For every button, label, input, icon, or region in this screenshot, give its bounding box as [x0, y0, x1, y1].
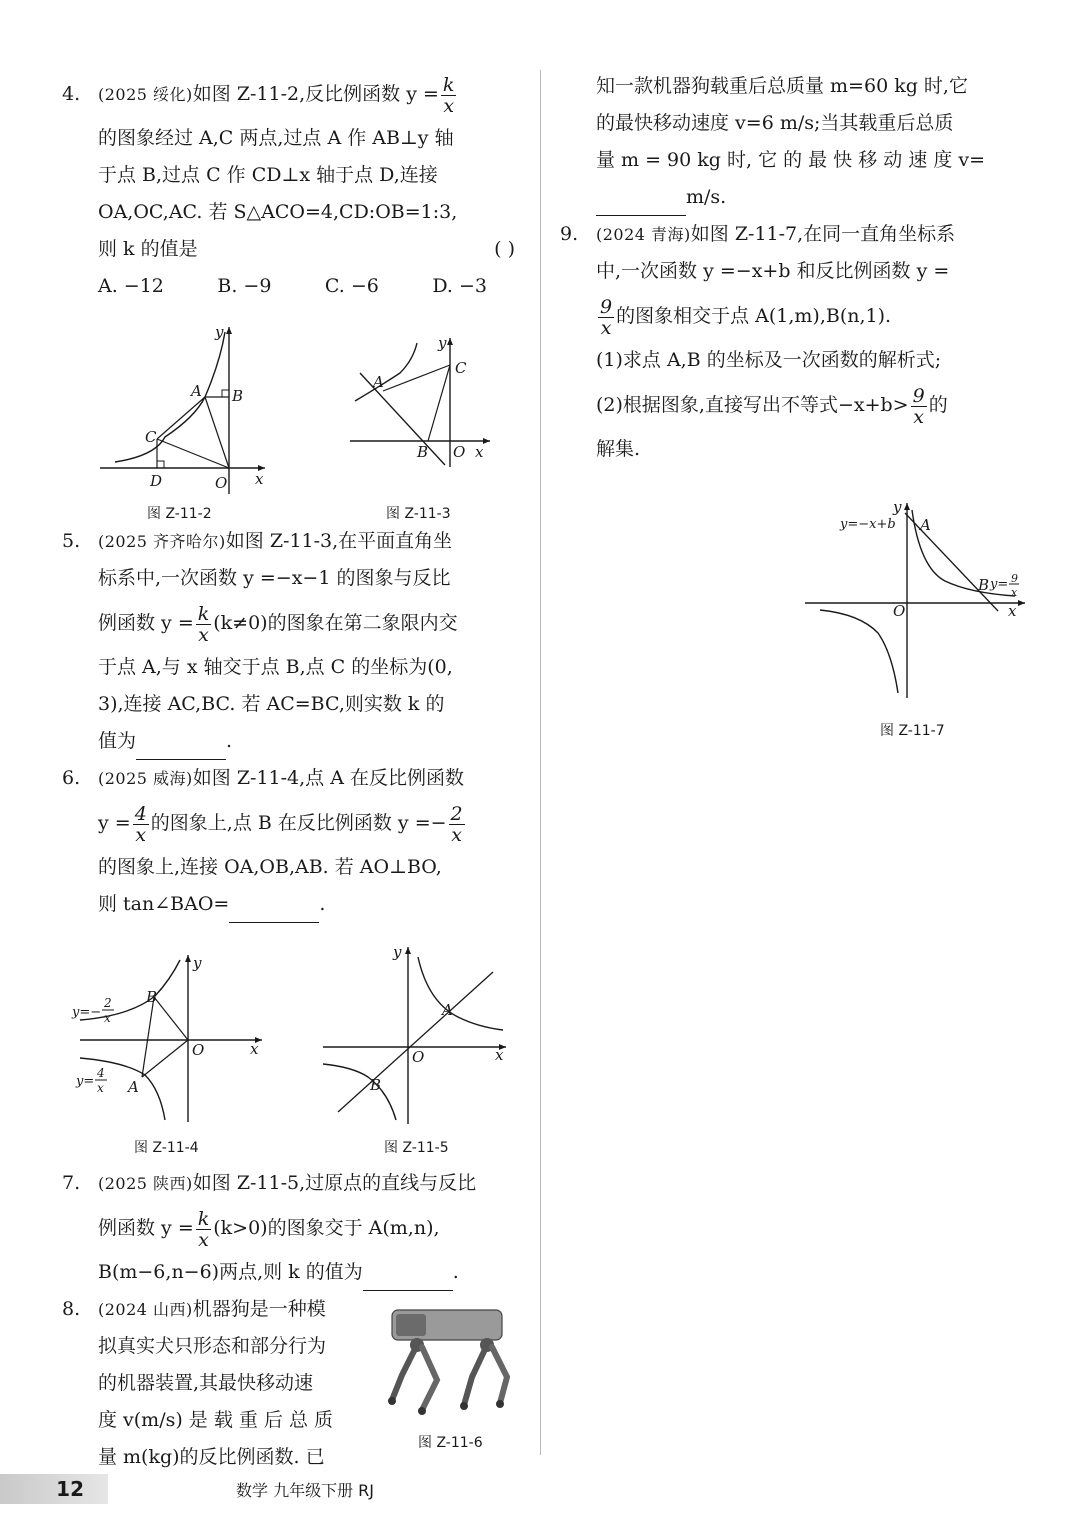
- figure-z-11-7: [800, 498, 1030, 708]
- svg-text:D: D: [150, 472, 163, 490]
- left-column: [62, 68, 527, 305]
- q7-text: 如图 Z-11-5,过原点的直线与反比: [192, 1172, 477, 1194]
- q6-fraction-2: $\frac{2}{x}$: [450, 802, 463, 846]
- svg-text:9: 9: [1011, 572, 1018, 585]
- q8-text: 度 v(m/s) 是 载 重 后 总 质: [98, 1409, 334, 1431]
- q4-text: 则 k 的值是: [98, 238, 198, 260]
- q7-number: 7.: [62, 1172, 81, 1194]
- svg-text:y: y: [215, 323, 224, 341]
- q9-part-1: (1)求点 A,B 的坐标及一次函数的解析式;: [596, 349, 942, 371]
- q9-part-2: (2)根据图象,直接写出不等式−x+b>: [596, 394, 909, 416]
- svg-text:O: O: [453, 443, 466, 461]
- q9-text: 的图象相交于点 A(1,m),B(n,1).: [616, 305, 892, 327]
- q8-text: m/s.: [686, 186, 727, 208]
- figure-z-11-6: [382, 1305, 522, 1425]
- q9-part-2: 解集.: [596, 438, 641, 460]
- option-a: A. −12: [98, 275, 164, 297]
- svg-text:A: A: [191, 382, 202, 400]
- q5-text: 3),连接 AC,BC. 若 AC=BC,则实数 k 的: [98, 693, 445, 715]
- svg-text:x: x: [255, 470, 264, 488]
- q4-text: 的图象经过 A,C 两点,过点 A 作 AB⊥y 轴: [98, 127, 454, 149]
- svg-text:C: C: [145, 428, 157, 446]
- q4-number: 4.: [62, 83, 81, 105]
- question-9: [560, 216, 1030, 468]
- q6-text: 的图象上,连接 OA,OB,AB. 若 AO⊥BO,: [98, 856, 442, 878]
- q4-options: [62, 268, 527, 305]
- q8-number: 8.: [62, 1298, 81, 1320]
- figure-z-11-2: [95, 322, 270, 502]
- q5-number: 5.: [62, 530, 81, 552]
- figure-z-11-3-caption: 图 Z-11-3: [386, 506, 451, 522]
- q8-text: 拟真实犬只形态和部分行为: [98, 1335, 327, 1357]
- q5-text: 如图 Z-11-3,在平面直角坐: [225, 530, 453, 552]
- svg-text:B: B: [370, 1076, 382, 1094]
- q6-text: 的图象上,点 B 在反比例函数 y =−: [150, 812, 447, 834]
- svg-text:x: x: [97, 1081, 104, 1095]
- q5-source: (2025 齐齐哈尔): [98, 532, 226, 551]
- svg-text:A: A: [128, 1078, 139, 1096]
- left-column-cont: [62, 523, 527, 923]
- q6-fraction-1: $\frac{4}{x}$: [134, 802, 147, 846]
- q4-source: (2025 绥化): [98, 85, 193, 104]
- q6-answer-blank[interactable]: [229, 902, 319, 923]
- q6-text: y =: [98, 812, 131, 834]
- q8-text: 的机器装置,其最快移动速: [98, 1372, 314, 1394]
- q7-text: (k>0)的图象交于 A(m,n),: [213, 1217, 440, 1239]
- svg-text:O: O: [215, 474, 228, 492]
- q9-fraction: $\frac{9}{x}$: [600, 295, 613, 339]
- svg-text:A: A: [373, 373, 384, 391]
- q5-text: 于点 A,与 x 轴交于点 B,点 C 的坐标为(0,: [98, 656, 453, 678]
- figure-z-11-3: [345, 335, 495, 475]
- q6-number: 6.: [62, 767, 81, 789]
- svg-text:B: B: [978, 576, 990, 594]
- q6-text: 则 tan∠BAO=: [98, 893, 230, 915]
- svg-text:B: B: [417, 443, 429, 461]
- page-number: 12: [0, 1474, 108, 1504]
- q5-fraction: $\frac{k}{x}$: [197, 602, 210, 646]
- q6-source: (2025 威海): [98, 769, 193, 788]
- q7-fraction: $\frac{k}{x}$: [197, 1207, 210, 1251]
- svg-text:4: 4: [97, 1066, 105, 1080]
- svg-text:A: A: [920, 516, 931, 534]
- q8-text: 机器狗是一种模: [192, 1298, 326, 1320]
- q4-answer-paren: ( ): [494, 238, 515, 260]
- q5-text: 标系中,一次函数 y =−x−1 的图象与反比: [98, 567, 451, 589]
- svg-text:A: A: [442, 1001, 453, 1019]
- svg-text:y: y: [893, 498, 902, 516]
- q8-answer-blank[interactable]: [596, 195, 686, 216]
- svg-text:x: x: [250, 1040, 259, 1058]
- figure-z-11-5: [318, 942, 513, 1132]
- q9-text: 如图 Z-11-7,在同一直角坐标系: [690, 223, 956, 245]
- figure-z-11-2-caption: 图 Z-11-2: [147, 506, 212, 522]
- svg-text:y=−: y=−: [72, 1005, 102, 1020]
- svg-text:y=: y=: [990, 577, 1009, 592]
- figure-z-11-5-caption: 图 Z-11-5: [384, 1140, 449, 1156]
- svg-text:O: O: [412, 1048, 425, 1066]
- figure-z-11-6-caption: 图 Z-11-6: [418, 1435, 483, 1451]
- q7-source: (2025 陕西): [98, 1174, 193, 1193]
- q9-part-2: 的: [928, 394, 948, 416]
- q9-text: 中,一次函数 y =−x+b 和反比例函数 y =: [596, 260, 950, 282]
- question-5: 5. (2025 齐齐哈尔)如图 Z-11-3,在平面直角坐 标系中,一次函数 y =−x−1 的图象与反比 例函数 y = $\frac{k}{x}$ (k≠0)的图象在第二象限内交 于点 A,与 x 轴交于点 B,点 C 的坐标为(0, 3),连接 AC,BC. 若 AC=BC,则实数 k 的 值为 .: [62, 523, 527, 760]
- svg-text:B: B: [232, 387, 244, 405]
- q6-text: 如图 Z-11-4,点 A 在反比例函数: [192, 767, 464, 789]
- svg-text:y=: y=: [76, 1074, 95, 1089]
- svg-text:y: y: [393, 943, 402, 961]
- question-4: [62, 68, 527, 305]
- robot-dog-icon: [382, 1305, 522, 1420]
- column-divider: [540, 70, 541, 1455]
- right-column: [560, 68, 1030, 468]
- figure-z-11-4: [70, 950, 270, 1135]
- q4-text: 如图 Z-11-2,反比例函数 y =: [192, 83, 439, 105]
- svg-text:O: O: [192, 1041, 205, 1059]
- q8-source: (2024 山西): [98, 1300, 193, 1319]
- q9-source: (2024 青海): [596, 225, 691, 244]
- q8-text: 知一款机器狗载重后总质量 m=60 kg 时,它: [596, 75, 968, 97]
- question-8-cont: [560, 68, 1030, 216]
- q9-number: 9.: [560, 223, 579, 245]
- q4-fraction: $\frac{k}{x}$: [442, 73, 455, 117]
- option-b: B. −9: [217, 275, 272, 297]
- q5-text: 值为: [98, 730, 137, 752]
- q8-text: 的最快移动速度 v=6 m/s;当其载重后总质: [596, 112, 954, 134]
- svg-text:2: 2: [104, 996, 112, 1010]
- option-c: C. −6: [324, 275, 379, 297]
- svg-text:x: x: [1008, 602, 1017, 620]
- figure-z-11-7-caption: 图 Z-11-7: [880, 723, 945, 739]
- svg-text:x: x: [475, 443, 484, 461]
- q5-text: (k≠0)的图象在第二象限内交: [213, 612, 458, 634]
- svg-text:x: x: [495, 1046, 504, 1064]
- q7-text: 例函数 y =: [98, 1217, 194, 1239]
- svg-text:B: B: [146, 988, 158, 1006]
- svg-text:x: x: [104, 1011, 111, 1025]
- option-d: D. −3: [432, 275, 487, 297]
- q5-answer-blank[interactable]: [136, 739, 226, 760]
- q5-text: 例函数 y =: [98, 612, 194, 634]
- q9-fraction-2: $\frac{9}{x}$: [912, 384, 925, 428]
- figure-z-11-4-caption: 图 Z-11-4: [134, 1140, 199, 1156]
- q7-answer-blank[interactable]: [363, 1270, 453, 1291]
- q7-text: B(m−6,n−6)两点,则 k 的值为: [98, 1261, 363, 1283]
- q4-text: 于点 B,过点 C 作 CD⊥x 轴于点 D,连接: [98, 164, 438, 186]
- svg-text:y=−x+b: y=−x+b: [840, 517, 896, 532]
- svg-text:x: x: [1011, 586, 1018, 599]
- svg-text:O: O: [893, 602, 906, 620]
- footer-subject: 数学 九年级下册 RJ: [236, 1481, 375, 1500]
- question-6: 6. (2025 威海)如图 Z-11-4,点 A 在反比例函数 y = $\frac{4}{x}$ 的图象上,点 B 在反比例函数 y =− $\frac{2}{x}$ 的图象上,连接 OA,OB,AB. 若 AO⊥BO, 则 tan∠BAO= .: [62, 760, 527, 923]
- svg-text:y: y: [438, 335, 447, 352]
- question-7: 7. (2025 陕西)如图 Z-11-5,过原点的直线与反比 例函数 y = $\frac{k}{x}$ (k>0)的图象交于 A(m,n), B(m−6,n−6)两点,则 k 的值为 .: [62, 1165, 527, 1291]
- q4-text: OA,OC,AC. 若 S△ACO=4,CD:OB=1:3,: [98, 201, 458, 223]
- svg-text:C: C: [455, 359, 467, 377]
- svg-text:y: y: [193, 954, 202, 972]
- q8-text: 量 m = 90 kg 时, 它 的 最 快 移 动 速 度 v=: [596, 149, 986, 171]
- q8-text: 量 m(kg)的反比例函数. 已: [98, 1446, 325, 1468]
